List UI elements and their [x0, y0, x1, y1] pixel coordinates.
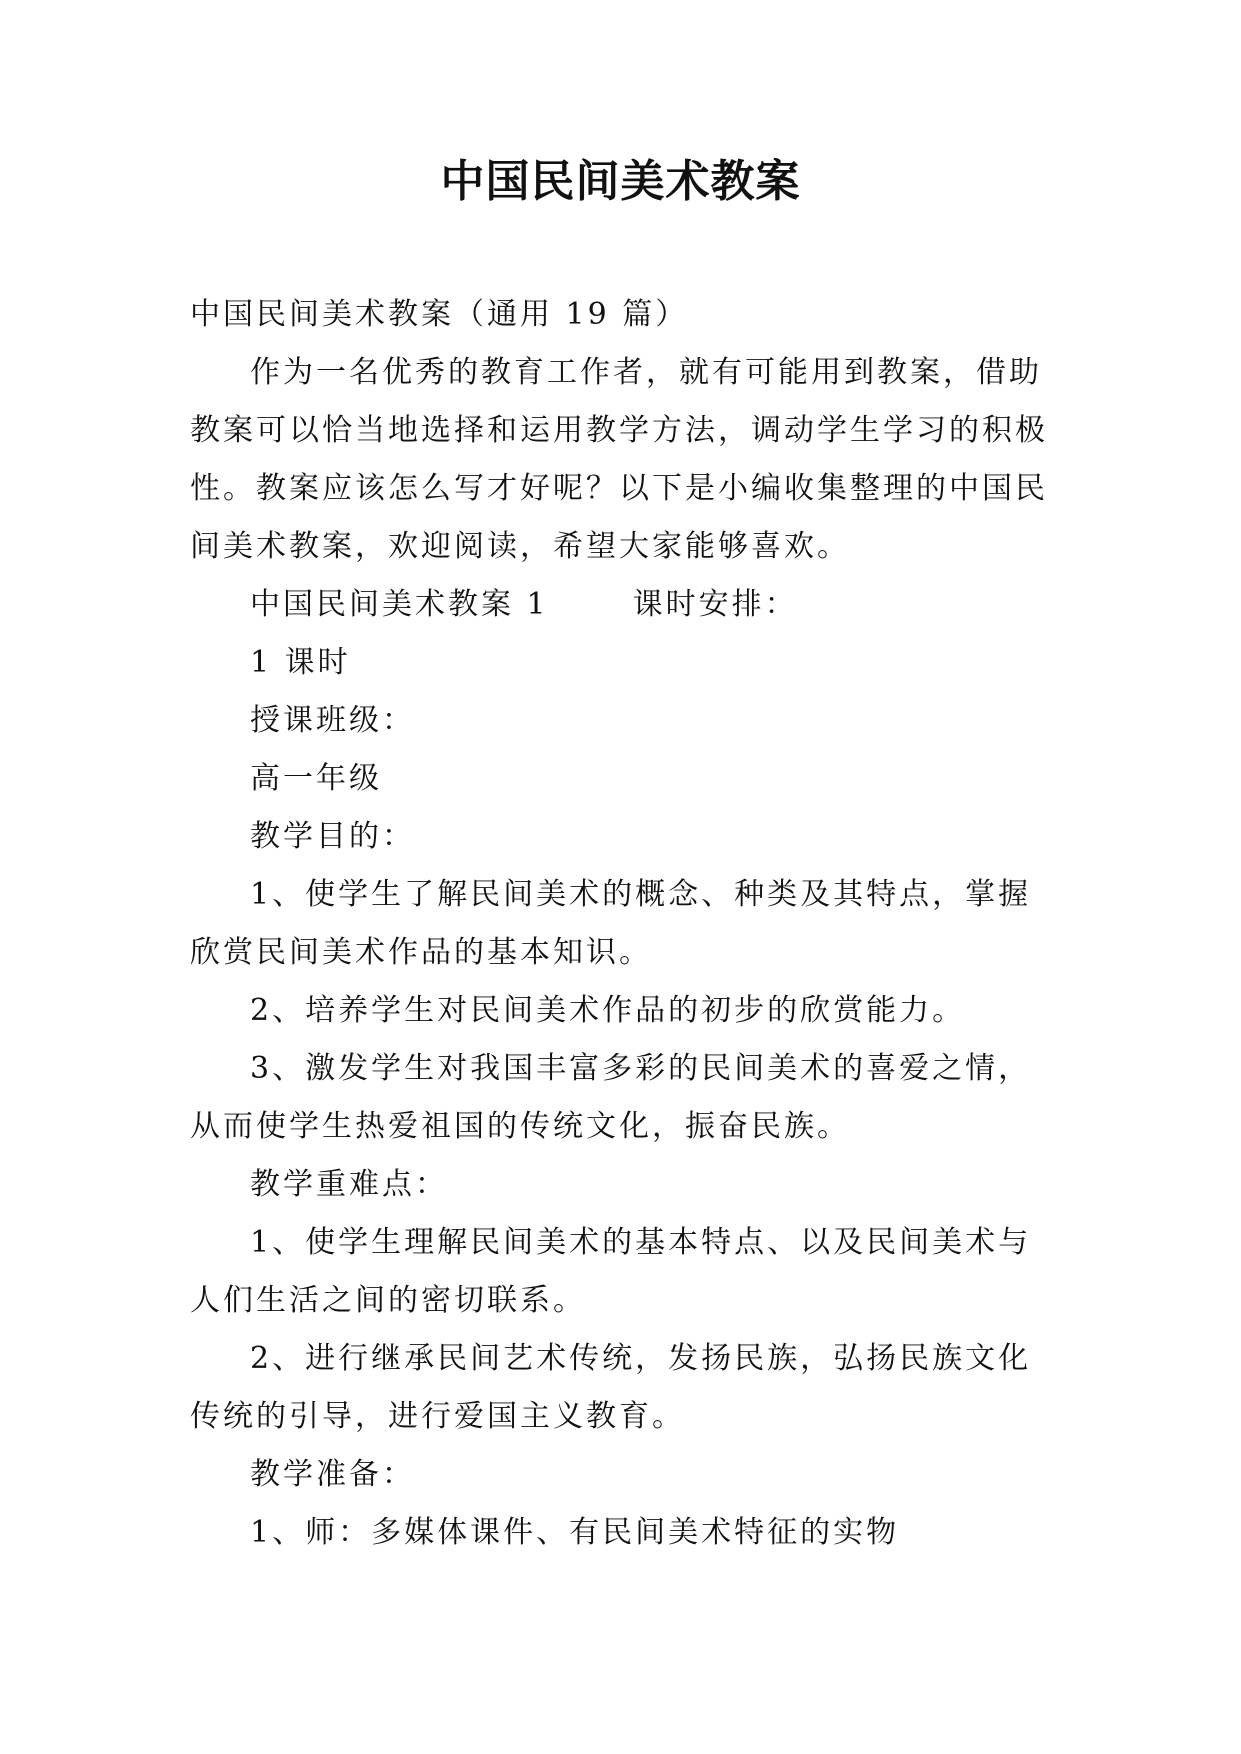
body-paragraph: 2、培养学生对民间美术作品的初步的欣赏能力。: [250, 993, 966, 1028]
body-paragraph: 2、进行继承民间艺术传统，发扬民族，弘扬民族文化传统的引导，进行爱国主义教育。: [190, 1341, 1032, 1434]
section-heading-line: [190, 576, 1052, 634]
body-paragraph: 高一年级: [250, 761, 382, 796]
document-title: 中国民间美术教案: [440, 156, 801, 207]
section-label: 课时安排：: [632, 587, 798, 622]
body-paragraph: 教学重难点：: [250, 1167, 448, 1202]
body-paragraph: 1 课时: [250, 645, 351, 680]
body-paragraph: 授课班级：: [250, 703, 415, 738]
intro-paragraph: 作为一名优秀的教育工作者，就有可能用到教案，借助教案可以恰当地选择和运用教学方法，调动学生学习的积极性。教案应该怎么写才好呢？以下是小编收集整理的中国民间美术教案，欢迎阅读，希望大家能够喜欢。: [190, 355, 1048, 564]
body-paragraph: 教学目的：: [250, 819, 415, 854]
document-subtitle: 中国民间美术教案（通用 19 篇）: [190, 297, 689, 332]
document-body: [190, 286, 1052, 1562]
body-paragraph: 1、师：多媒体课件、有民间美术特征的实物: [250, 1515, 900, 1550]
section-heading: 中国民间美术教案 1: [250, 587, 549, 622]
body-paragraph: 3、激发学生对我国丰富多彩的民间美术的喜爱之情，从而使学生热爱祖国的传统文化，振奋民族。: [190, 1051, 1032, 1144]
body-paragraph: 教学准备：: [250, 1457, 415, 1492]
body-paragraph: 1、使学生了解民间美术的概念、种类及其特点，掌握欣赏民间美术作品的基本知识。: [190, 877, 1032, 970]
body-paragraph: 1、使学生理解民间美术的基本特点、以及民间美术与人们生活之间的密切联系。: [190, 1225, 1032, 1318]
